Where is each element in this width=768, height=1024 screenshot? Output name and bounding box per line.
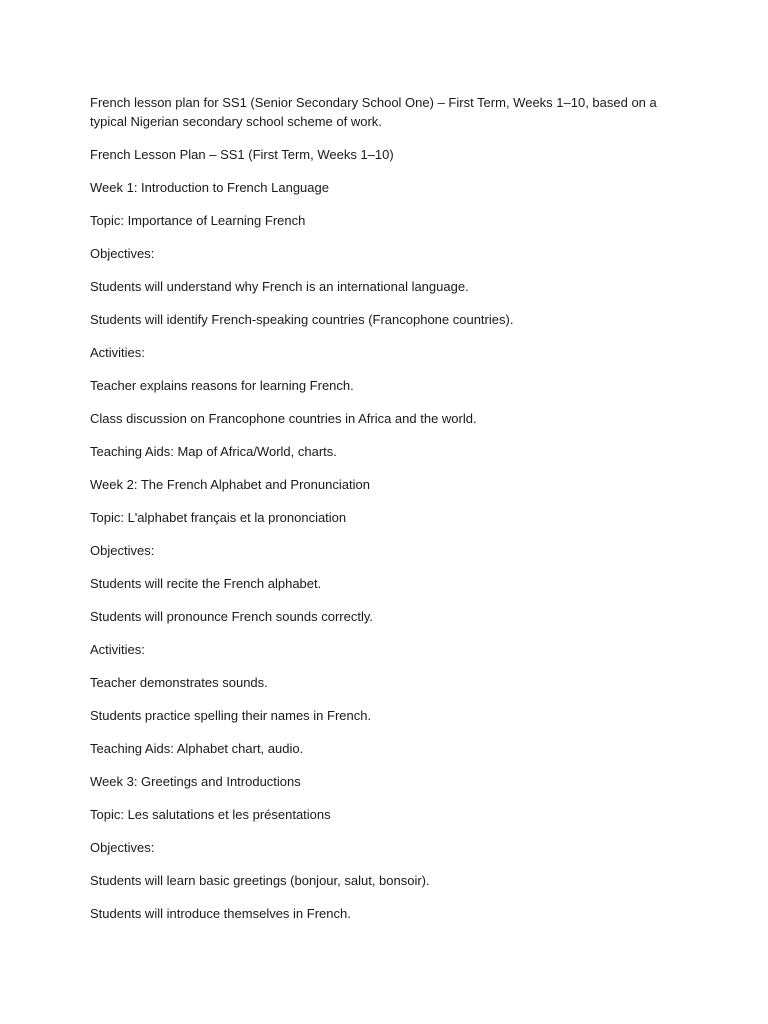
week-heading: Week 1: Introduction to French Language xyxy=(90,180,329,195)
topic-line: Topic: L'alphabet français et la prononciation xyxy=(90,510,347,525)
topic-line: Topic: Les salutations et les présentations xyxy=(90,807,331,822)
objective-item: Students will learn basic greetings (bonjour, salut, bonsoir). xyxy=(90,873,430,888)
doc-title: French Lesson Plan – SS1 (First Term, Weeks 1–10) xyxy=(90,147,394,162)
document-body xyxy=(90,93,690,923)
week-heading: Week 3: Greetings and Introductions xyxy=(90,774,301,789)
teaching-aids-line: Teaching Aids: Alphabet chart, audio. xyxy=(90,741,304,756)
teaching-aids-line: Teaching Aids: Map of Africa/World, charts. xyxy=(90,444,337,459)
objective-item: Students will introduce themselves in French. xyxy=(90,906,351,921)
activity-item: Class discussion on Francophone countries in Africa and the world. xyxy=(90,411,477,426)
objectives-label: Objectives: xyxy=(90,246,155,261)
activities-label: Activities: xyxy=(90,642,145,657)
activities-label: Activities: xyxy=(90,345,145,360)
objective-item: Students will identify French-speaking countries (Francophone countries). xyxy=(90,312,514,327)
objective-item: Students will understand why French is an international language. xyxy=(90,279,469,294)
activity-item: Students practice spelling their names in French. xyxy=(90,708,372,723)
objectives-label: Objectives: xyxy=(90,543,155,558)
activity-item: Teacher explains reasons for learning French. xyxy=(90,378,354,393)
week-heading: Week 2: The French Alphabet and Pronunciation xyxy=(90,477,370,492)
objective-item: Students will pronounce French sounds correctly. xyxy=(90,609,374,624)
intro-paragraph: French lesson plan for SS1 (Senior Secondary School One) – First Term, Weeks 1–10, based on a typical Nigerian secondary school scheme of work. xyxy=(90,95,657,129)
objectives-label: Objectives: xyxy=(90,840,155,855)
topic-line: Topic: Importance of Learning French xyxy=(90,213,306,228)
objective-item: Students will recite the French alphabet. xyxy=(90,576,322,591)
activity-item: Teacher demonstrates sounds. xyxy=(90,675,268,690)
